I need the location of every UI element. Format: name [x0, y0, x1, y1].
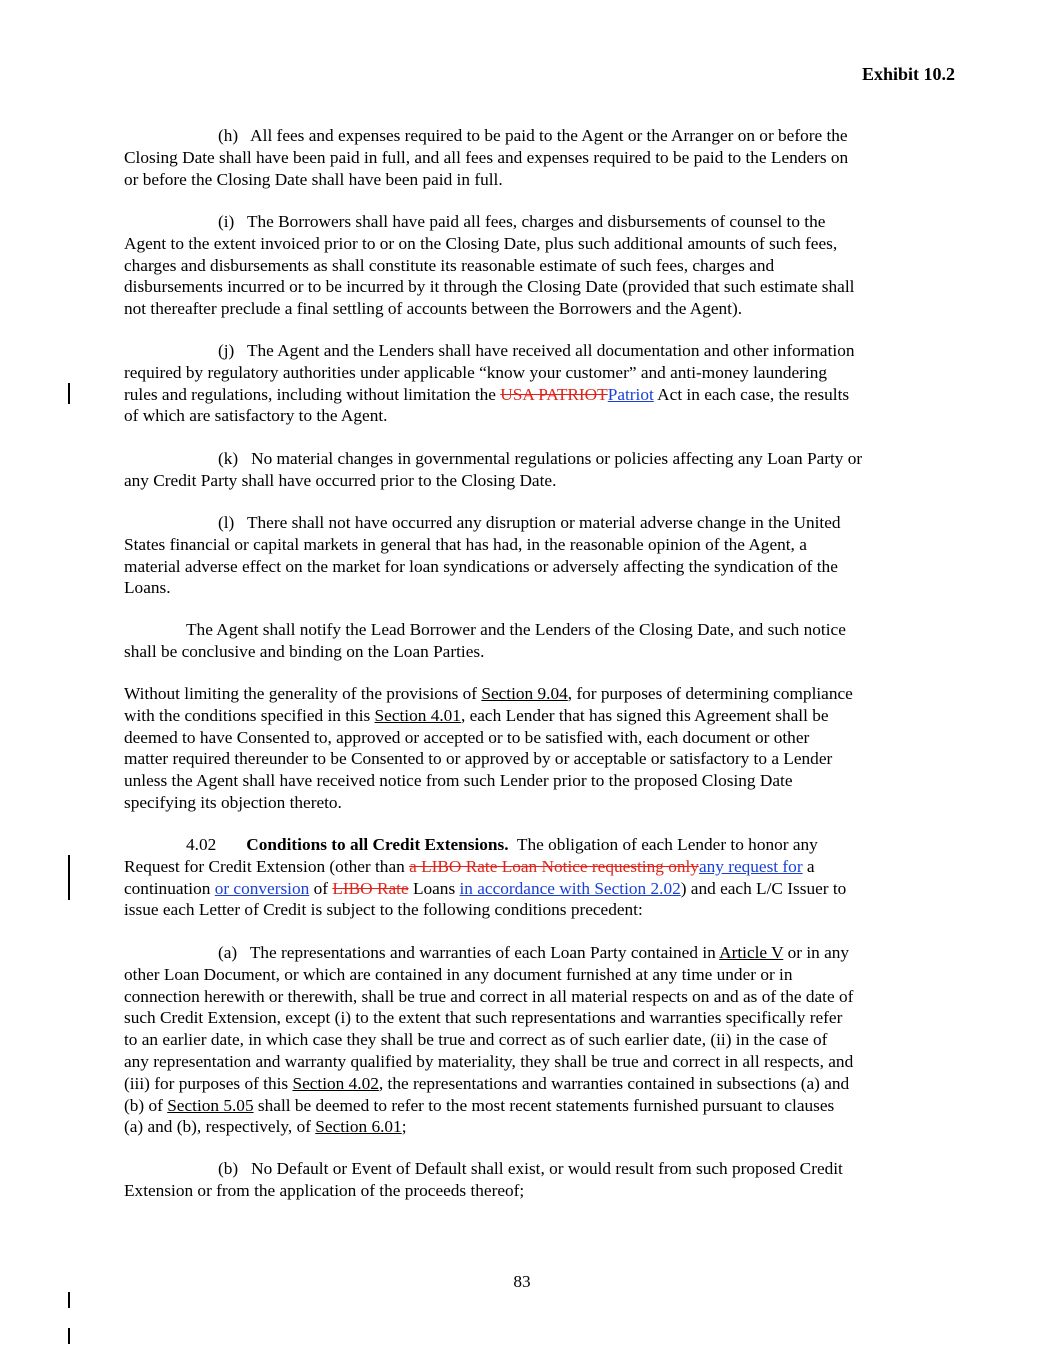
text-line: (i) The Borrowers shall have paid all fees, charges and disbursements of counsel to the: [218, 212, 826, 231]
section-number: 4.02: [186, 835, 217, 854]
paragraph-without-limiting: [124, 683, 944, 814]
paragraph-notify: [124, 619, 944, 663]
paragraph-j: [124, 340, 944, 427]
text-run: Act in each case, the results: [653, 384, 850, 404]
text-line: (k) No material changes in governmental regulations or policies affecting any Loan Party or: [218, 449, 863, 468]
text-line: material adverse effect on the market for loan syndications or adversely affecting the syndication of the: [124, 556, 838, 576]
text-run: (a) The representations and warranties of each Loan Party contained in: [218, 943, 720, 962]
text-line: [124, 942, 944, 964]
text-line: Closing Date shall have been paid in full, and all fees and expenses required to be paid to the Lenders on: [124, 147, 849, 167]
text-line: [124, 1095, 944, 1117]
inserted-text[interactable]: in accordance with Section 2.02: [459, 878, 681, 898]
text-line: [124, 683, 944, 705]
text-run: continuation: [124, 878, 215, 898]
text-line: Loans.: [124, 578, 171, 598]
text-run: ) and each L/C Issuer to: [680, 878, 847, 898]
text-line: or before the Closing Date shall have been paid in full.: [124, 169, 503, 189]
text-line: connection herewith or therewith, shall be true and correct in all material respects on and as of the date of: [124, 986, 854, 1006]
text-run: rules and regulations, including without limitation the: [124, 384, 501, 404]
text-line: [124, 1073, 944, 1095]
text-line: [124, 1116, 944, 1138]
text-line: [124, 834, 944, 856]
text-run: Request for Credit Extension (other than: [124, 856, 410, 876]
text-run: , the representations and warranties contained in subsections (a) and: [378, 1073, 850, 1093]
change-bar: [68, 1328, 70, 1344]
text-line: Extension or from the application of the proceeds thereof;: [124, 1180, 525, 1200]
text-line: specifying its objection thereto.: [124, 792, 342, 812]
change-bar: [68, 383, 70, 404]
text-run: , for purposes of determining compliance: [567, 684, 853, 703]
text-line: The Agent shall notify the Lead Borrower and the Lenders of the Closing Date, and such notice: [186, 620, 846, 639]
text-line: charges and disbursements as shall constitute its reasonable estimate of such fees, charges and: [124, 255, 775, 275]
paragraph-l: [124, 512, 944, 599]
text-line: deemed to have Consented to, approved or accepted or to be satisfied with, each document or other: [124, 727, 810, 747]
deleted-text: a LIBO Rate Loan Notice requesting only: [409, 856, 699, 876]
text-run: ;: [401, 1117, 407, 1137]
page-number: 83: [513, 1272, 531, 1291]
section-reference[interactable]: Section 4.02: [292, 1073, 379, 1093]
text-line: required by regulatory authorities under applicable “know your customer” and anti-money laundering: [124, 362, 828, 382]
change-bar: [68, 855, 70, 900]
paragraph-k: [124, 448, 944, 492]
text-run: (a) and (b), respectively, of: [124, 1117, 316, 1137]
inserted-text[interactable]: or conversion: [214, 878, 310, 898]
section-reference[interactable]: Section 4.01: [374, 705, 461, 725]
text-line: (j) The Agent and the Lenders shall have received all documentation and other information: [218, 341, 855, 360]
exhibit-label: Exhibit 10.2: [861, 64, 955, 84]
change-bar: [68, 1292, 70, 1308]
section-reference[interactable]: Section 5.05: [167, 1095, 254, 1115]
text-run: The obligation of each Lender to honor any: [508, 835, 818, 854]
text-run: Without limiting the generality of the provisions of: [124, 684, 482, 703]
text-line: issue each Letter of Credit is subject to the following conditions precedent:: [124, 900, 643, 920]
text-line: unless the Agent shall have received notice from such Lender prior to the proposed Closing Date: [124, 771, 793, 791]
text-line: (l) There shall not have occurred any disruption or material adverse change in the United: [218, 513, 841, 532]
text-line: [124, 705, 944, 727]
text-run: shall be deemed to refer to the most recent statements furnished pursuant to clauses: [253, 1095, 835, 1115]
text-run: or in any: [783, 943, 850, 962]
text-run: a: [802, 856, 815, 876]
paragraph-i: [124, 211, 944, 320]
text-line: (b) No Default or Event of Default shall exist, or would result from such proposed Credit: [218, 1159, 843, 1178]
text-line: not thereafter preclude a final settling of accounts between the Borrowers and the Agent).: [124, 299, 743, 319]
text-line: of which are satisfactory to the Agent.: [124, 406, 388, 426]
text-run: , each Lender that has signed this Agreement shall be: [460, 705, 829, 725]
text-line: Agent to the extent invoiced prior to or on the Closing Date, plus such additional amounts of such fees,: [124, 233, 838, 253]
text-line: matter required thereunder to be Consented to or approved by or acceptable or satisfactory to a Lender: [124, 749, 833, 769]
text-run: (iii) for purposes of this: [124, 1073, 293, 1093]
text-line: States financial or capital markets in general that has had, in the reasonable opinion of the Agent, a: [124, 534, 807, 554]
section-reference[interactable]: Section 6.01: [315, 1117, 402, 1137]
paragraph-b: [124, 1158, 944, 1202]
paragraph-h: [124, 125, 944, 190]
paragraph-a: [124, 942, 944, 1138]
text-run: of: [309, 878, 333, 898]
inserted-text[interactable]: Patriot: [607, 384, 654, 404]
text-run: Loans: [408, 878, 460, 898]
text-line: other Loan Document, or which are contained in any document furnished at any time under or in: [124, 964, 793, 984]
inserted-text[interactable]: any request for: [698, 856, 803, 876]
text-line: [124, 856, 944, 878]
deleted-text: USA PATRIOT: [500, 384, 608, 404]
text-run: (b) of: [124, 1095, 168, 1115]
text-line: such Credit Extension, except (i) to the extent that such representations and warranties specifically refer: [124, 1008, 843, 1028]
text-run: with the conditions specified in this: [124, 705, 375, 725]
text-line: disbursements incurred or to be incurred by it through the Closing Date (provided that such estimate shall: [124, 277, 855, 297]
text-line: (h) All fees and expenses required to be paid to the Agent or the Arranger on or before the: [218, 126, 848, 145]
text-line: [124, 878, 944, 900]
text-line: to an earlier date, in which case they shall be true and correct as of such earlier date, (ii) in the case of: [124, 1030, 828, 1050]
text-line: [124, 384, 944, 406]
text-line: shall be conclusive and binding on the Loan Parties.: [124, 641, 485, 661]
deleted-text: LIBO Rate: [332, 878, 409, 898]
section-reference[interactable]: Section 9.04: [481, 684, 568, 703]
section-reference[interactable]: Article V: [719, 943, 784, 962]
section-4-02: [124, 834, 944, 921]
section-heading: Conditions to all Credit Extensions.: [246, 835, 509, 854]
text-line: any Credit Party shall have occurred prior to the Closing Date.: [124, 470, 557, 490]
text-line: any representation and warranty qualified by materiality, they shall be true and correct in all respects, and: [124, 1051, 854, 1071]
